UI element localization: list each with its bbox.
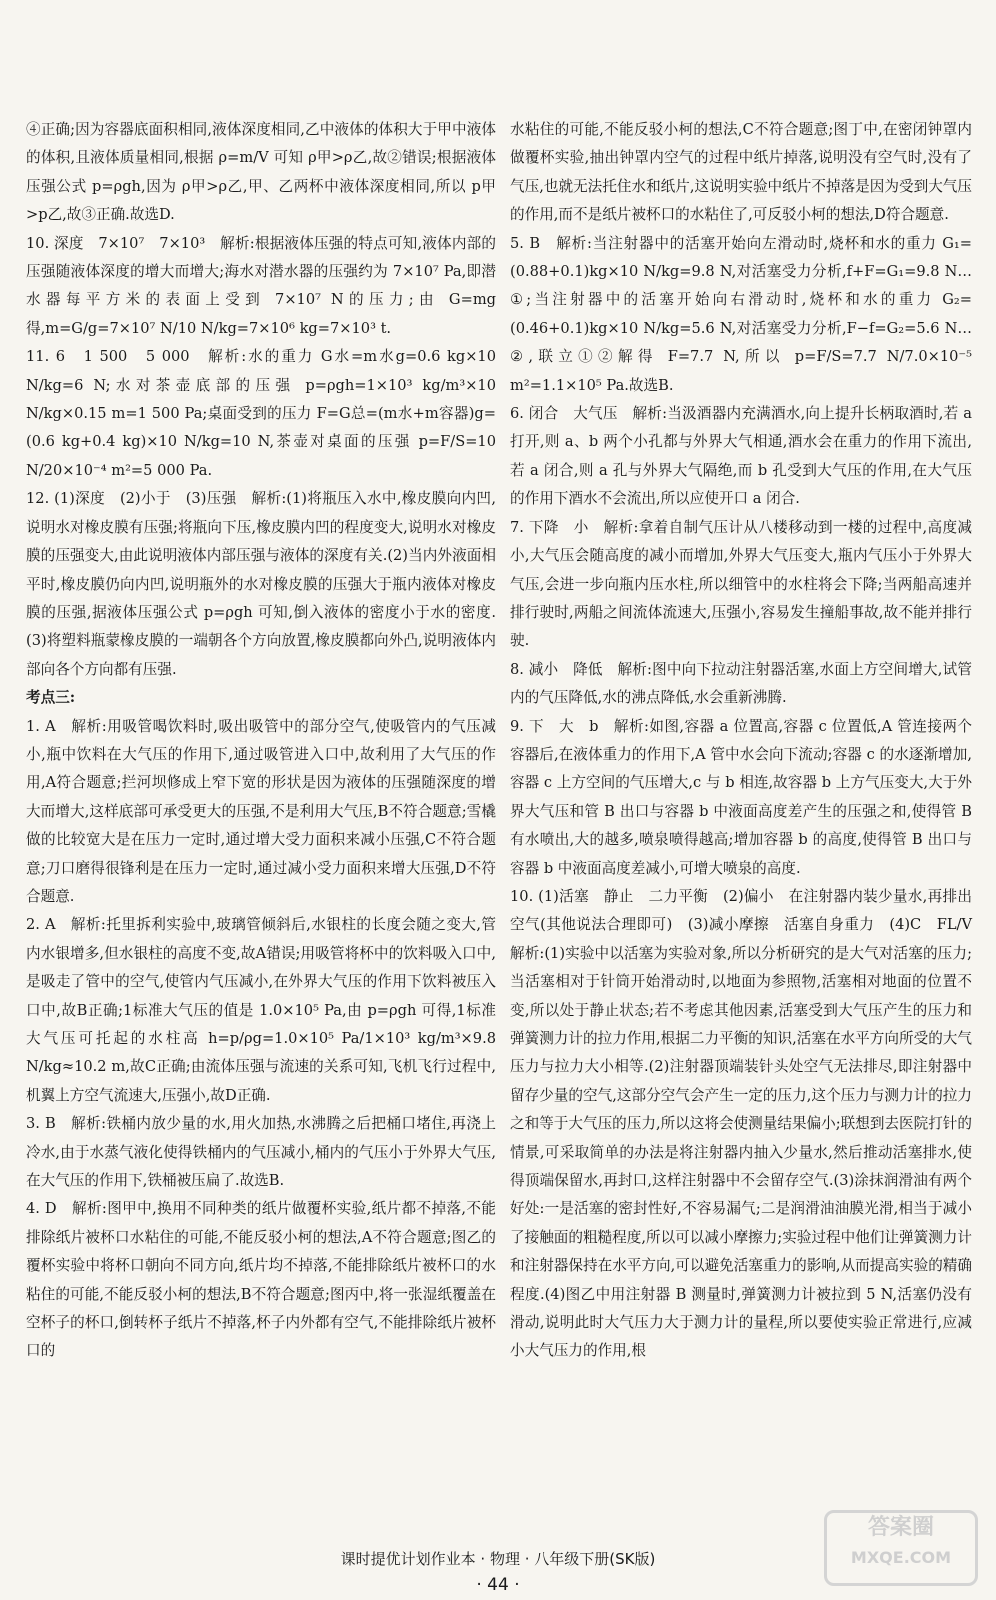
left-column [26,116,496,1366]
page-number: · 44 · [476,1575,520,1595]
answer-paragraph: 6. 闭合 大气压 解析:当汲酒器内充满酒水,向上提升长柄取酒时,若 a 打开,则 a、b 两个小孔都与外界大气相通,酒水会在重力的作用下流出,若 a 闭合,则 a 孔与外界大气隔绝,而 b 孔受到大气压的作用,在大气压的作用下酒水不会流出,所以应使开口 a 闭合. [510,405,972,508]
book-title: 课时提优计划作业本 · 物理 · 八年级下册(SK版) [340,1550,656,1568]
answer-paragraph: 7. 下降 小 解析:拿着自制气压计从八楼移动到一楼的过程中,高度减小,大气压会随高度的减小而增加,外界大气压变大,瓶内气压小于外界大气压,会进一步向瓶内压水柱,所以细管中的水柱将会下降;当两船高速并排行驶时,两船之间流体流速大,压强小,容易发生撞船事故,故不能并排行驶. [510,518,972,650]
answer-paragraph: 4. D 解析:图甲中,换用不同种类的纸片做覆杯实验,纸片都不掉落,不能排除纸片被杯口水粘住的可能,不能反驳小柯的想法,A不符合题意;图乙的覆杯实验中将杯口朝向不同方向,纸片均不掉落,不能排除纸片被杯口的水粘住的可能,不能反驳小柯的想法,B不符合题意;图丙中,将一张湿纸覆盖在空杯子的杯口,倒转杯子纸片不掉落,杯子内外都有空气,不能排除纸片被杯口的 [26,1200,496,1360]
answer-paragraph: 10. (1)活塞 静止 二力平衡 (2)偏小 在注射器内装少量水,再排出空气(其他说法合理即可) (3)减小摩擦 活塞自身重力 (4)C FL/V 解析:(1)实验中以活塞为实验对象,所以分析研究的是大气对活塞的压力;当活塞相对于针筒开始滑动时,以地面为参照物,活塞相对地面的位置不变,所以处于静止状态;若不考虑其他因素,活塞受到大气压产生的压力和弹簧测力计的拉力作用,根据二力平衡的知识,活塞在水平方向所受的大气压力与拉力大小相等.(2)注射器顶端装针头处空气无法排尽,即注射器中留存少量的空气,这部分空气会产生一定的压力,这个压力与测力计的拉力之和等于大气压的压力,所以这将会使测量结果偏小;联想到去医院打针的情景,可采取简单的办法是将注射器内抽入少量水,然后推动活塞排水,使得顶端保留水,再封口,这样注射器中不会留存空气.(3)涂抹润滑油有两个好处:一是活塞的密封性好,不容易漏气;二是润滑油油膜光滑,相当于减小了接触面的粗糙程度,所以可以减小摩擦力;实验过程中他们让弹簧测力计和注射器保持在水平方向,可以避免活塞重力的影响,从而提高实验的精确程度.(4)图乙中用注射器 B 测量时,弹簧测力计被拉到 5 N,活塞仍没有滑动,说明此时大气压力大于测力计的量程,所以要使实验正常进行,应减小大气压力的作用,根 [510,887,987,1360]
answer-paragraph: 水粘住的可能,不能反驳小柯的想法,C不符合题意;图丁中,在密闭钟罩内做覆杯实验,抽出钟罩内空气的过程中纸片掉落,说明没有空气时,没有了气压,也就无法托住水和纸片,这说明实验中纸片不掉落是因为受到大气压的作用,而不是纸片被杯口的水粘住了,可反驳小柯的想法,D符合题意. [510,121,972,224]
answer-paragraph: 9. 下 大 b 解析:如图,容器 a 位置高,容器 c 位置低,A 管连接两个容器后,在液体重力的作用下,A 管中水会向下流动;容器 c 的水逐渐增加,容器 c 上方空间的气压增大,c 与 b 相连,故容器 b 上方气压变大,大于外界大气压和管 B 出口与容器 b 中液面高度差产生的压强之和,使得管 B 有水喷出,大的越多,喷泉喷得越高;增加容器 b 的高度,使得管 B 出口与容器 b 中液面高度差减小,可增大喷泉的高度. [510,717,972,877]
watermark-text: 答案圈 [867,1515,934,1540]
answer-paragraph: 8. 减小 降低 解析:图中向下拉动注射器活塞,水面上方空间增大,试管内的气压降低,水的沸点降低,水会重新沸腾. [510,660,972,707]
answer-paragraph: 10. 深度 7×10⁷ 7×10³ 解析:根据液体压强的特点可知,液体内部的压强随液体深度的增大而增大;海水对潜水器的压强约为 7×10⁷ Pa,即潜水器每平方米的表面上受到 7×10⁷ N的压力;由 G=mg 得,m=G/g=7×10⁷ N/10 N/kg=7×10⁶ kg=7×10³ t. [26,234,496,337]
answer-paragraph: 12. (1)深度 (2)小于 (3)压强 解析:(1)将瓶压入水中,橡皮膜向内凹,说明水对橡皮膜有压强;将瓶向下压,橡皮膜内凹的程度变大,说明水对橡皮膜的压强变大,由此说明液体内部压强与液体的深度有关.(2)当内外液面相平时,橡皮膜仍向内凹,说明瓶外的水对橡皮膜的压强大于瓶内液体对橡皮膜的压强,据液体压强公式 p=ρgh 可知,倒入液体的密度小于水的密度.(3)将塑料瓶蒙橡皮膜的一端朝各个方向放置,橡皮膜都向外凸,说明液体内部向各个方向都有压强. [26,490,496,678]
answer-paragraph: 3. B 解析:铁桶内放少量的水,用火加热,水沸腾之后把桶口堵住,再浇上冷水,由于水蒸气液化使得铁桶内的气压减小,桶内的气压小于外界大气压,在大气压的作用下,铁桶被压扁了.故选B. [26,1115,496,1190]
answer-paragraph: ④正确;因为容器底面积相同,液体深度相同,乙中液体的体积大于甲中液体的体积,且液体质量相同,根据 ρ=m/V 可知 ρ甲>ρ乙,故②错误;根据液体压强公式 p=ρgh,因为 ρ甲>ρ乙,甲、乙两杯中液体深度相同,所以 p甲>p乙,故③正确.故选D. [26,121,496,224]
answer-paragraph: 11. 6 1 500 5 000 解析:水的重力 G水=m水g=0.6 kg×10 N/kg=6 N;水对茶壶底部的压强 p=ρgh=1×10³ kg/m³×10 N/kg×0.15 m=1 500 Pa;桌面受到的压力 F=G总=(m水+m容器)g=(0.6 kg+0.4 kg)×10 N/kg=10 N,茶壶对桌面的压强 p=F/S=10 N/20×10⁻⁴ m²=5 000 Pa. [26,348,496,479]
answer-paragraph: 2. A 解析:托里拆利实验中,玻璃管倾斜后,水银柱的长度会随之变大,管内水银增多,但水银柱的高度不变,故A错误;用吸管将杯中的饮料吸入口中,是吸走了管中的空气,使管内气压减小,在外界大气压的作用下饮料被压入口中,故B正确;1标准大气压的值是 1.0×10⁵ Pa,由 p=ρgh 可得,1标准大气压可托起的水柱高 h=p/ρg=1.0×10⁵ Pa/1×10³ kg/m³×9.8 N/kg≈10.2 m,故C正确;由流体压强与流速的关系可知,飞机飞行过程中,机翼上方空气流速大,压强小,故D正确. [26,916,496,1104]
right-column [510,116,987,1366]
section-heading: 考点三: [26,689,76,707]
answer-paragraph: 1. A 解析:用吸管喝饮料时,吸出吸管中的部分空气,使吸管内的气压减小,瓶中饮料在大气压的作用下,通过吸管进入口中,故利用了大气压的作用,A符合题意;拦河坝修成上窄下宽的形状是因为液体的压强随深度的增大而增大,这样底部可承受更大的压强,不是利用大气压,B不符合题意;雪橇做的比较宽大是在压力一定时,通过增大受力面积来减小压强,C不符合题意;刀口磨得很锋利是在压力一定时,通过减小受力面积来增大压强,D不符合题意. [26,717,496,905]
watermark-logo [824,1510,978,1586]
watermark-url: MXQE.COM [850,1548,952,1567]
answer-paragraph: 5. B 解析:当注射器中的活塞开始向左滑动时,烧杯和水的重力 G₁=(0.88+0.1)kg×10 N/kg=9.8 N,对活塞受力分析,f+F=G₁=9.8 N…①;当注射器中的活塞开始向右滑动时,烧杯和水的重力 G₂=(0.46+0.1)kg×10 N/kg=5.6 N,对活塞受力分析,F−f=G₂=5.6 N…②,联立①②解得 F=7.7 N,所以 p=F/S=7.7 N/7.0×10⁻⁵ m²=1.1×10⁵ Pa.故选B. [510,234,972,394]
